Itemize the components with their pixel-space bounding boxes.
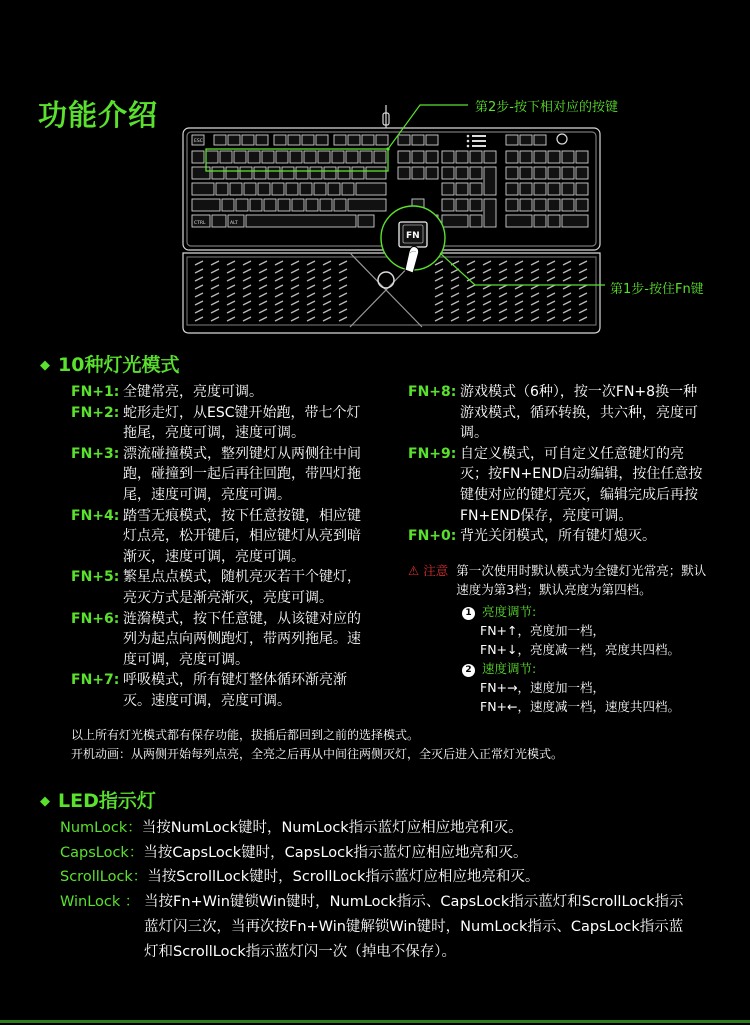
brand-logo-icon <box>378 272 394 288</box>
speed-title: 速度调节: <box>482 661 537 676</box>
mode-item: FN+9: 自定义模式，可自定义任意键灯的亮灭；按FN+END启动编辑，按住任意按键使对应的键灯亮灭，编辑完成后再按FN+END保存，亮度可调。 <box>408 445 703 524</box>
mode-item: FN+8: 游戏模式（6种），按一次FN+8换一种游戏模式，循环转换，共六种，亮度可调。 <box>408 384 698 442</box>
step-1-label: 第1步-按住Fn键 <box>610 282 704 297</box>
indicator-leds <box>467 135 486 148</box>
led-item: NumLock： 当按NumLock键时，NumLock指示蓝灯应相应地亮和灭。 <box>60 820 523 836</box>
led-item: ScrollLock： 当按ScrollLock键时，ScrollLock指示蓝灯应相应地亮和灭。 <box>60 869 540 886</box>
footer-note: 开机动画：从两侧开始每列点亮，全亮之后再从中间往两侧灭灯，全灭后进入正常灯光模式。 <box>71 747 564 761</box>
warning-label: ⚠ 注意 <box>408 563 449 578</box>
esc-key-label: ESC <box>194 139 203 144</box>
notice-text: 第一次使用时默认模式为全键灯光常亮；默认速度为第3档；默认亮度为第四档。 <box>456 563 707 597</box>
section-modes-label: 10种灯光模式 <box>58 354 180 376</box>
diamond-icon: ◆ <box>40 794 50 809</box>
led-list <box>60 816 695 964</box>
led-item: CapsLock： 当按CapsLock键时，CapsLock指示蓝灯应相应地亮和灭。 <box>60 844 528 861</box>
brightness-line: FN+↓，亮度减一档，亮度共四档。 <box>480 642 680 657</box>
section-heading-modes <box>40 350 179 377</box>
modes-right-column <box>408 382 708 547</box>
section-led-label: LED指示灯 <box>58 790 156 812</box>
footer-note: 以上所有灯光模式都有保存功能，拔插后都回到之前的选择模式。 <box>71 728 420 742</box>
speed-line: FN+→，速度加一档， <box>480 680 605 695</box>
diamond-icon: ◆ <box>40 358 50 373</box>
brightness-block <box>462 602 712 716</box>
warning-icon: ⚠ <box>408 563 420 578</box>
number-badge: 2 <box>462 664 475 677</box>
keyboard-illustration <box>0 95 750 340</box>
mode-item: FN+2: 蛇形走灯，从ESC键开始跑，带七个灯拖尾，亮度可调，速度可调。 <box>71 404 361 442</box>
brightness-title: 亮度调节: <box>482 604 537 619</box>
mode-item: FN+7: 呼吸模式，所有键灯整体循环渐亮渐灭。速度可调，亮度可调。 <box>71 672 347 709</box>
modes-left-column <box>71 382 373 712</box>
number-badge: 1 <box>462 607 475 620</box>
mode-item: FN+6: 涟漪模式，按下任意键，从该键对应的列为起点向两侧跑灯，带两列拖尾。速度可调，亮度可调。 <box>71 610 361 668</box>
fn-key-label: FN <box>406 231 420 241</box>
footer-notes <box>71 726 711 764</box>
brightness-line: FN+↑，亮度加一档， <box>480 623 605 638</box>
mode-item: FN+0: 背光关闭模式，所有键灯熄灭。 <box>408 528 656 545</box>
speed-line: FN+←，速度减一档，速度共四档。 <box>480 699 680 714</box>
mode-item: FN+3: 漂流碰撞模式，整列键灯从两侧往中间跑，碰撞到一起后再往回跑，带四灯拖尾，速度可调，亮度可调。 <box>71 445 361 503</box>
led-item: WinLock ： 当按Fn+Win键锁Win键时，NumLock指示、CapsLock指示蓝灯和ScrollLock指示蓝灯闪三次，当再次按Fn+Win键解锁Win键时，NumLock指示、CapsLock指示蓝灯和ScrollLock指示蓝灯闪一次（掉电不保存）。 <box>60 894 684 960</box>
mode-item: FN+5: 繁星点点模式，随机亮灭若干个键灯，亮灭方式是渐亮渐灭，亮度可调。 <box>71 569 361 606</box>
mode-item: FN+1: 全键常亮，亮度可调。 <box>71 384 263 400</box>
notice-block <box>408 561 708 599</box>
mode-item: FN+4: 踏雪无痕模式，按下任意按键，相应键灯点亮，松开键后，相应键灯从亮到暗渐灭，速度可调，亮度可调。 <box>71 507 361 565</box>
alt-key-label: ALT <box>230 221 238 226</box>
ctrl-key-label: CTRL <box>194 221 206 226</box>
section-heading-led <box>40 786 156 813</box>
bottom-divider <box>0 1020 750 1023</box>
step-2-label: 第2步-按下相对应的按键 <box>475 100 618 115</box>
page-title: 功能介绍 <box>38 98 159 132</box>
